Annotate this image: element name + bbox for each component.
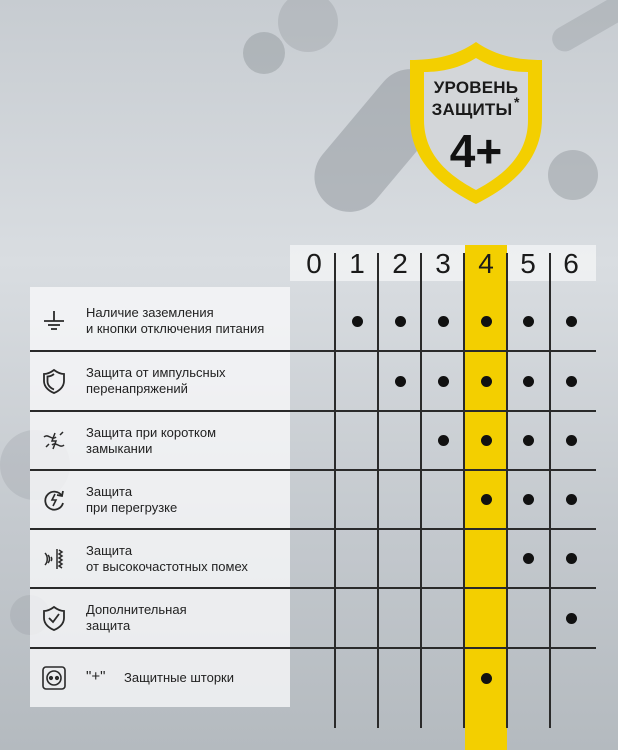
overload-icon [40,486,68,514]
short-circuit-icon [40,427,68,455]
level-dot [481,494,492,505]
feature-label: Защита при перегрузке [86,483,178,515]
level-header-4: 4 [478,248,494,279]
feature-label: Защитные шторки [124,670,235,685]
level-dot [566,494,577,505]
grid-horizontal-line [30,350,596,352]
level-dot [523,553,534,564]
hf-filter-icon [40,545,68,573]
level-dot [395,316,406,327]
level-dot [566,435,577,446]
level-dot [481,316,492,327]
grid-vertical-line [549,253,551,728]
level-dot [566,316,577,327]
badge-asterisk: * [514,94,520,110]
level-dot [352,316,363,327]
feature-label: Защита при коротком замыкании [86,424,217,456]
feature-prefix: "+" [86,668,106,685]
grid-vertical-line [506,253,508,728]
grid-horizontal-line [30,410,596,412]
feature-label: Защита от импульсных перенапряжений [86,365,226,396]
grid-vertical-line [463,253,465,728]
feature-label: Защита от высокочастотных помех [86,542,248,574]
protection-level-badge [404,38,548,206]
level-header-0: 0 [306,248,322,279]
ground-icon [40,307,68,335]
badge-level: 4+ [449,125,503,177]
shield-check-icon [40,604,68,632]
level-dot [523,494,534,505]
background-shape [243,32,285,74]
level-dot [438,376,449,387]
background-shape [548,150,598,200]
shield-outline-icon [40,367,68,395]
level-dot [481,673,492,684]
badge-title-line2: ЗАЩИТЫ [431,100,513,119]
shield-badge-icon [404,38,548,206]
level-header-2: 2 [392,248,408,279]
background-shape [548,0,618,56]
level-dot [438,316,449,327]
level-dot [566,613,577,624]
level-dot [523,376,534,387]
grid-horizontal-line [30,528,596,530]
grid-vertical-line [334,253,336,728]
level-header-3: 3 [435,248,451,279]
level-dot [566,376,577,387]
level-dot [438,435,449,446]
level-dot [566,553,577,564]
badge-title-line1: УРОВЕНЬ [433,78,519,97]
feature-label: Наличие заземления и кнопки отключения питания [86,305,265,336]
level-header-6: 6 [563,248,579,279]
level-header-5: 5 [520,248,536,279]
grid-horizontal-line [30,469,596,471]
grid-horizontal-line [30,647,596,649]
grid-horizontal-line [30,587,596,589]
feature-label: Дополнительная защита [86,602,187,633]
level-dot [395,376,406,387]
level-dot [481,376,492,387]
level-dot [481,435,492,446]
level-header-1: 1 [349,248,365,279]
level-dot [523,316,534,327]
socket-icon [40,664,68,692]
grid-vertical-line [420,253,422,728]
level-dot [523,435,534,446]
grid-vertical-line [377,253,379,728]
background-shape [278,0,338,52]
